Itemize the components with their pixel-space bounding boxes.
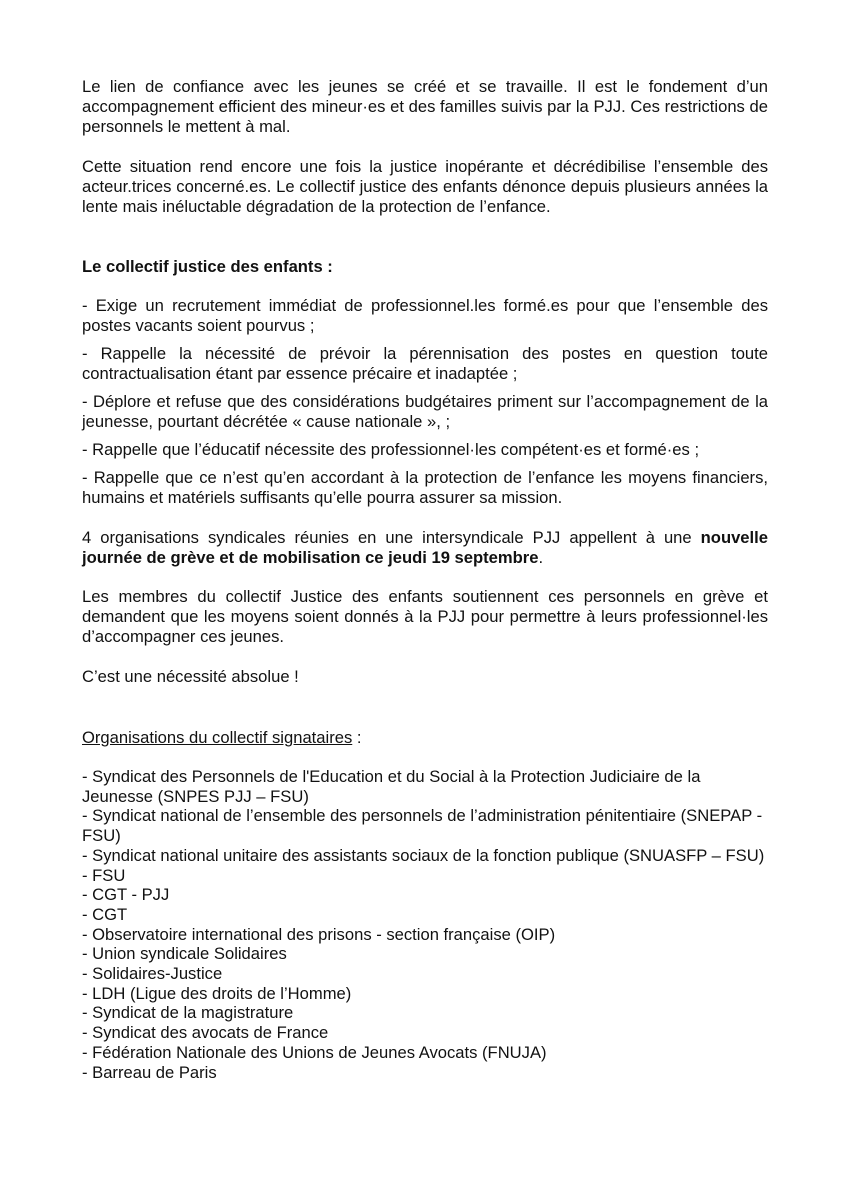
demands-heading: Le collectif justice des enfants : — [82, 257, 333, 276]
signatory-item: - Syndicat des avocats de France — [82, 1023, 329, 1043]
conclusion-paragraph: C’est une nécessité absolue ! — [82, 667, 299, 686]
signatory-item: - Union syndicale Solidaires — [82, 944, 287, 964]
signatory-item: - Fédération Nationale des Unions de Jeunes Avocats (FNUJA) — [82, 1042, 547, 1062]
signatories-title-suffix: : — [352, 728, 362, 747]
demand-item: - Rappelle que l’éducatif nécessite des professionnel·les compétent·es et formé·es ; — [82, 440, 700, 459]
demands-list — [82, 296, 768, 508]
signatories-title-text: Organisations du collectif signataires — [82, 728, 353, 747]
signatory-item: - Syndicat des Personnels de l'Education et du Social à la Protection Judiciaire de la Jeunesse (SNPES PJJ – FSU) — [82, 767, 701, 806]
support-paragraph: Les membres du collectif Justice des enfants soutiennent ces personnels en grève et demandent que les moyens soient donnés à la PJJ pour permettre à leurs professionnel·les d’accompagner ces jeunes. — [82, 587, 768, 646]
signatory-item: - Syndicat national unitaire des assistants sociaux de la fonction publique (SNUASFP – FSU) — [82, 845, 765, 865]
intro-paragraph-trust: Le lien de confiance avec les jeunes se créé et se travaille. Il est le fondement d’un accompagnement efficient des mineur·es et des familles suivis par la PJJ. Ces restrictions de personnels le mettent à mal. — [82, 77, 768, 136]
demand-item: - Déplore et refuse que des considérations budgétaires priment sur l’accompagnement de la jeunesse, pourtant décrétée « cause nationale », ; — [82, 392, 768, 431]
signatory-item: - CGT — [82, 904, 128, 924]
strike-date-bold: nouvelle journée de grève et de mobilisation ce jeudi 19 septembre — [82, 528, 768, 567]
strike-paragraph — [82, 528, 768, 568]
signatory-item: - Syndicat de la magistrature — [82, 1003, 294, 1023]
signatory-item: - CGT - PJJ — [82, 885, 170, 905]
signatory-item: - Solidaires-Justice — [82, 964, 223, 984]
signatory-item: - Observatoire international des prisons - section française (OIP) — [82, 924, 556, 944]
intro-paragraph-situation: Cette situation rend encore une fois la justice inopérante et décrédibilise l’ensemble des acteur.trices concerné.es. Le collectif justice des enfants dénonce depuis plusieurs années la lente mais inéluctable dégradation de la protection de l’enfance. — [82, 157, 768, 216]
signatories-title — [82, 728, 768, 748]
document-page — [82, 77, 768, 1082]
signatories-list — [82, 767, 768, 1082]
signatory-item: - Syndicat national de l’ensemble des personnels de l’administration pénitentiaire (SNEPAP - FSU) — [82, 806, 763, 846]
signatory-item: - FSU — [82, 865, 126, 885]
strike-text-after: . — [538, 548, 544, 567]
strike-text-before: 4 organisations syndicales réunies en une intersyndicale PJJ appellent à une — [82, 528, 701, 547]
demand-item: - Exige un recrutement immédiat de professionnel.les formé.es pour que l’ensemble des postes vacants soient pourvus ; — [82, 296, 768, 335]
demand-item: - Rappelle que ce n’est qu’en accordant à la protection de l’enfance les moyens financiers, humains et matériels suffisants qu’elle pourra assurer sa mission. — [82, 468, 768, 507]
signatory-item: - LDH (Ligue des droits de l’Homme) — [82, 983, 352, 1003]
demand-item: - Rappelle la nécessité de prévoir la pérennisation des postes en question toute contractualisation étant par essence précaire et inadaptée ; — [82, 344, 768, 383]
signatory-item: - Barreau de Paris — [82, 1062, 217, 1082]
